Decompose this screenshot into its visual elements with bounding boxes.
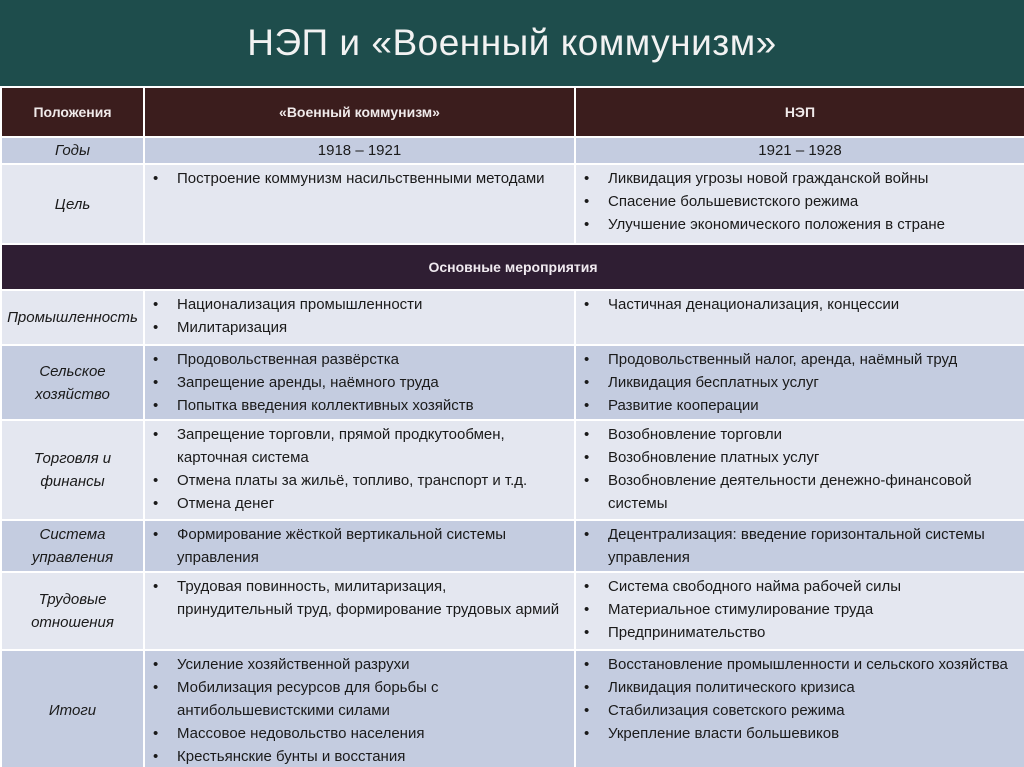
- cell-war: [144, 290, 575, 345]
- cell-war: 1918 – 1921: [144, 137, 575, 164]
- list-item: • Возобновление торговли: [608, 423, 1016, 446]
- bullet-list: [576, 291, 1024, 318]
- bullet-list: [145, 573, 574, 623]
- list-item: • Укрепление власти большевиков: [608, 722, 1016, 745]
- list-item: • Система свободного найма рабочей силы: [608, 575, 1016, 598]
- row-label: Трудовые отношения: [1, 572, 144, 650]
- cell-war: [144, 520, 575, 572]
- bullet-list: [576, 573, 1024, 646]
- list-item: • Улучшение экономического положения в стране: [608, 213, 1016, 236]
- bullet-list: [576, 651, 1024, 747]
- cell-nep: [575, 520, 1024, 572]
- row-years: [1, 137, 1024, 164]
- list-item: • Формирование жёсткой вертикальной системы управления: [177, 523, 566, 569]
- cell-nep: 1921 – 1928: [575, 137, 1024, 164]
- list-item: • Отмена денег: [177, 492, 566, 515]
- list-item: • Национализация промышленности: [177, 293, 566, 316]
- table-row: [1, 650, 1024, 767]
- section-title: Основные мероприятия: [1, 244, 1024, 290]
- cell-nep: [575, 290, 1024, 345]
- page-title: НЭП и «Военный коммунизм»: [247, 22, 777, 63]
- row-label: Система управления: [1, 520, 144, 572]
- list-item: • Ликвидация бесплатных услуг: [608, 371, 1016, 394]
- table-row: [1, 572, 1024, 650]
- list-item: • Продовольственный налог, аренда, наёмный труд: [608, 348, 1016, 371]
- table-header-row: [1, 87, 1024, 137]
- row-goal: [1, 164, 1024, 244]
- row-label: Итоги: [1, 650, 144, 767]
- cell-nep: [575, 650, 1024, 767]
- title-bar: [0, 0, 1024, 86]
- cell-war: [144, 572, 575, 650]
- list-item: • Материальное стимулирование труда: [608, 598, 1016, 621]
- bullet-list: [145, 521, 574, 571]
- table-row: [1, 520, 1024, 572]
- list-item: • Трудовая повинность, милитаризация, принудительный труд, формирование трудовых армий: [177, 575, 566, 621]
- list-item: • Продовольственная развёрстка: [177, 348, 566, 371]
- bullet-list: [145, 421, 574, 517]
- list-item: • Частичная денационализация, концессии: [608, 293, 1016, 316]
- list-item: • Спасение большевистского режима: [608, 190, 1016, 213]
- list-item: • Попытка введения коллективных хозяйств: [177, 394, 566, 417]
- list-item: • Восстановление промышленности и сельского хозяйства: [608, 653, 1016, 676]
- list-item: • Развитие кооперации: [608, 394, 1016, 417]
- cell-nep: [575, 164, 1024, 244]
- bullet-list: [145, 165, 574, 192]
- list-item: • Возобновление деятельности денежно-финансовой системы: [608, 469, 1016, 515]
- cell-nep: [575, 420, 1024, 520]
- list-item: • Возобновление платных услуг: [608, 446, 1016, 469]
- cell-war: [144, 164, 575, 244]
- list-item: • Милитаризация: [177, 316, 566, 339]
- bullet-list: [576, 346, 1024, 419]
- bullet-list: [576, 165, 1024, 238]
- cell-war: [144, 345, 575, 420]
- cell-nep: [575, 345, 1024, 420]
- comparison-table: [0, 86, 1024, 767]
- cell-war: [144, 650, 575, 767]
- row-label: Торговля и финансы: [1, 420, 144, 520]
- list-item: • Запрещение торговли, прямой продкутообмен, карточная система: [177, 423, 566, 469]
- list-item: • Предпринимательство: [608, 621, 1016, 644]
- cell-war: [144, 420, 575, 520]
- list-item: • Стабилизация советского режима: [608, 699, 1016, 722]
- section-header-row: [1, 244, 1024, 290]
- list-item: • Ликвидация политического кризиса: [608, 676, 1016, 699]
- header-war-communism: «Военный коммунизм»: [144, 87, 575, 137]
- table-row: [1, 345, 1024, 420]
- list-item: • Крестьянские бунты и восстания: [177, 745, 566, 767]
- row-label: Годы: [1, 137, 144, 164]
- row-label: Промышленность: [1, 290, 144, 345]
- list-item: • Отмена платы за жильё, топливо, транспорт и т.д.: [177, 469, 566, 492]
- list-item: • Усиление хозяйственной разрухи: [177, 653, 566, 676]
- row-label: Сельское хозяйство: [1, 345, 144, 420]
- table-row: [1, 290, 1024, 345]
- list-item: • Построение коммунизм насильственными методами: [177, 167, 566, 190]
- table-row: [1, 420, 1024, 520]
- list-item: • Ликвидация угрозы новой гражданской войны: [608, 167, 1016, 190]
- comparison-table-container: [0, 86, 1024, 767]
- bullet-list: [145, 291, 574, 341]
- row-label: Цель: [1, 164, 144, 244]
- bullet-list: [145, 346, 574, 419]
- header-positions: Положения: [1, 87, 144, 137]
- bullet-list: [145, 651, 574, 767]
- list-item: • Массовое недовольство населения: [177, 722, 566, 745]
- header-nep: НЭП: [575, 87, 1024, 137]
- bullet-list: [576, 421, 1024, 517]
- list-item: • Запрещение аренды, наёмного труда: [177, 371, 566, 394]
- bullet-list: [576, 521, 1024, 571]
- list-item: • Децентрализация: введение горизонтальной системы управления: [608, 523, 1016, 569]
- list-item: • Мобилизация ресурсов для борьбы с антибольшевистскими силами: [177, 676, 566, 722]
- cell-nep: [575, 572, 1024, 650]
